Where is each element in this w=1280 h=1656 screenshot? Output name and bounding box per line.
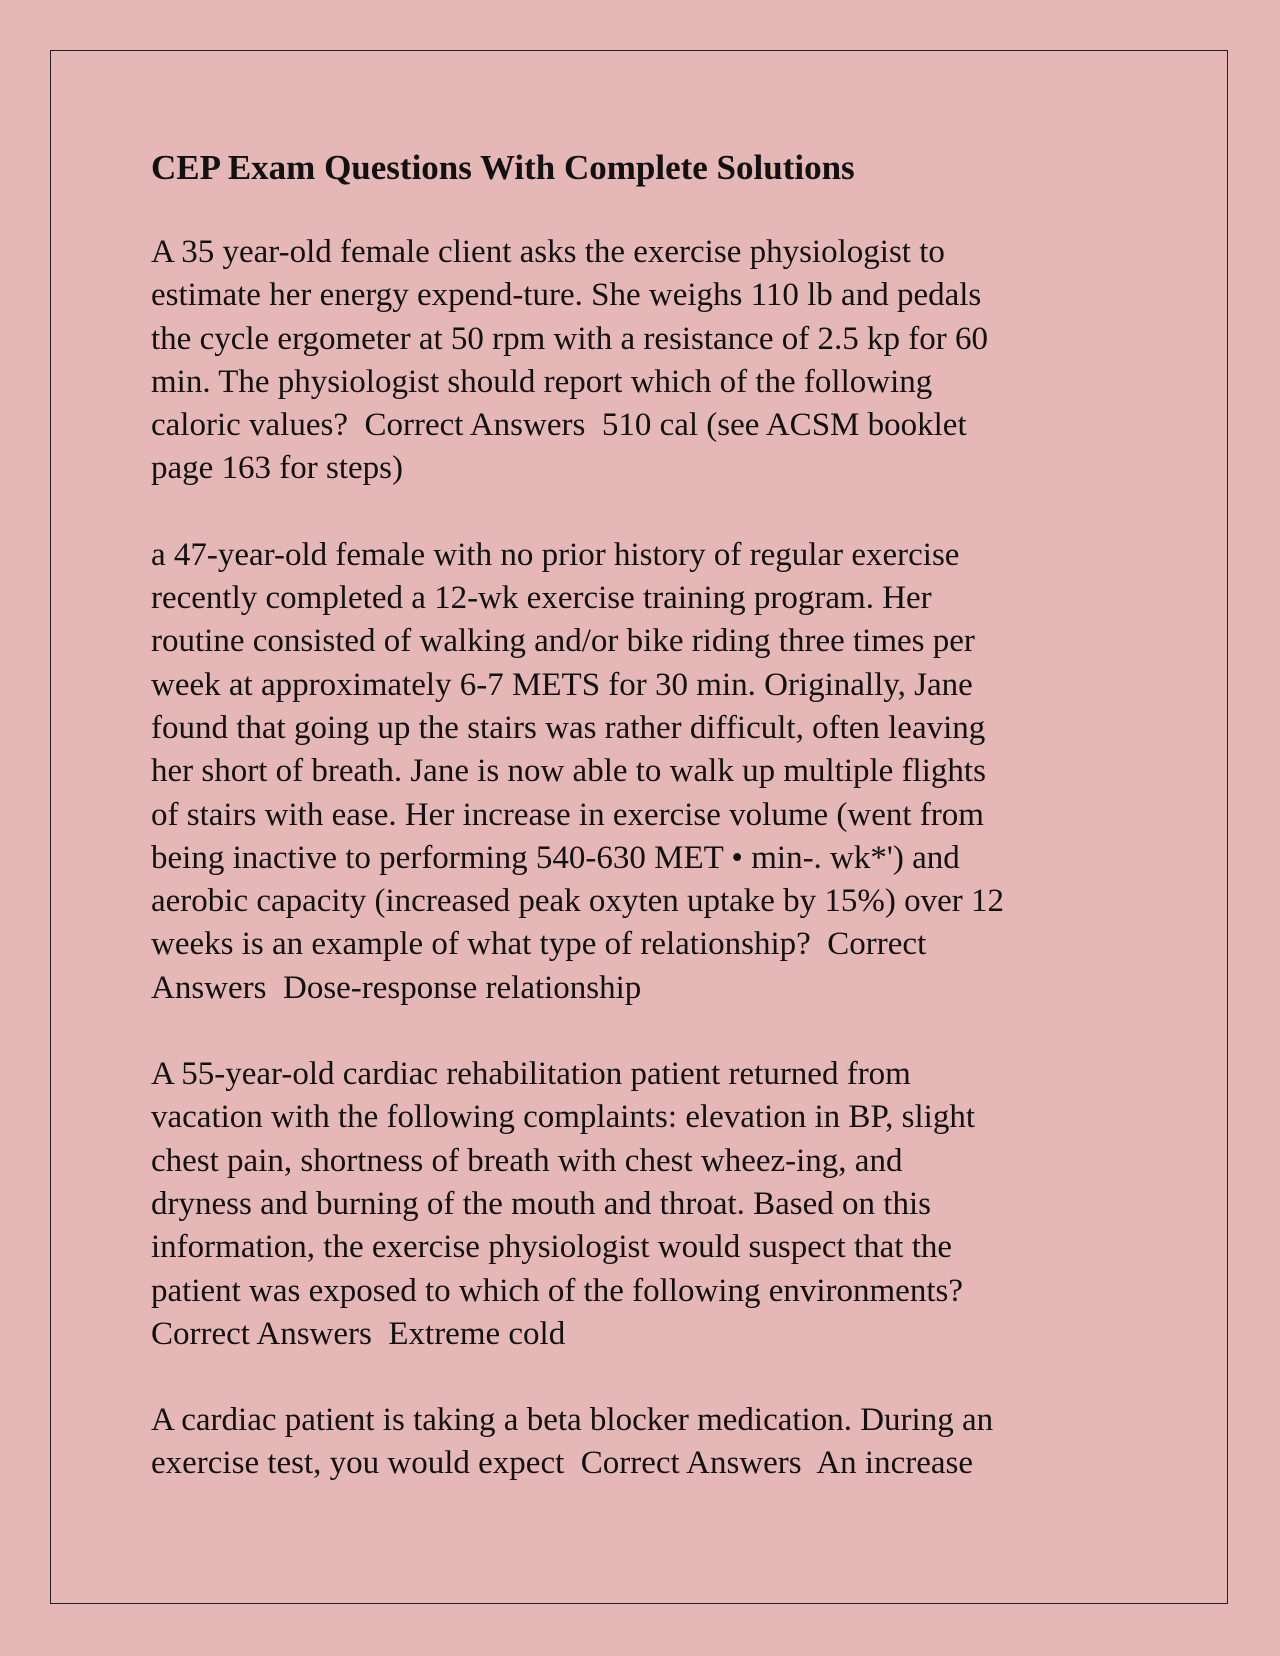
text-line: being inactive to performing 540-630 MET • min-. wk*') and bbox=[151, 839, 960, 876]
text-line: estimate her energy expend-ture. She weighs 110 lb and pedals bbox=[151, 277, 982, 314]
text-line: the cycle ergometer at 50 rpm with a resistance of 2.5 kp for 60 bbox=[151, 320, 988, 357]
text-line: exercise test, you would expect Correct Answers An increase bbox=[151, 1445, 973, 1482]
text-line: recently completed a 12-wk exercise training program. Her bbox=[151, 580, 932, 617]
question-paragraph-1 bbox=[151, 231, 1151, 491]
text-line: page 163 for steps) bbox=[151, 450, 404, 487]
text-line: chest pain, shortness of breath with chest wheez-ing, and bbox=[151, 1142, 903, 1179]
text-line: weeks is an example of what type of relationship? Correct bbox=[151, 926, 927, 963]
text-line: A 55-year-old cardiac rehabilitation patient returned from bbox=[151, 1056, 911, 1093]
text-line: min. The physiologist should report which of the following bbox=[151, 363, 933, 400]
text-line: routine consisted of walking and/or bike riding three times per bbox=[151, 623, 975, 660]
text-line: patient was exposed to which of the following environments? bbox=[151, 1272, 963, 1309]
text-line: a 47-year-old female with no prior history of regular exercise bbox=[151, 536, 960, 573]
document-title: CEP Exam Questions With Complete Solutions bbox=[151, 148, 855, 187]
text-line: her short of breath. Jane is now able to walk up multiple flights bbox=[151, 753, 986, 790]
text-line: A cardiac patient is taking a beta blocker medication. During an bbox=[151, 1402, 994, 1439]
text-line: found that going up the stairs was rather difficult, often leaving bbox=[151, 709, 986, 746]
text-line: of stairs with ease. Her increase in exercise volume (went from bbox=[151, 796, 984, 833]
question-paragraph-4 bbox=[151, 1399, 1151, 1486]
text-line: A 35 year-old female client asks the exercise physiologist to bbox=[151, 234, 945, 270]
text-line: vacation with the following complaints: elevation in BP, slight bbox=[151, 1099, 975, 1136]
document-body bbox=[151, 146, 1151, 1529]
text-line: Correct Answers Extreme cold bbox=[151, 1315, 566, 1352]
text-line: aerobic capacity (increased peak oxyten uptake by 15%) over 12 bbox=[151, 883, 1005, 920]
question-paragraph-2 bbox=[151, 534, 1151, 1010]
text-line: week at approximately 6-7 METS for 30 min. Originally, Jane bbox=[151, 666, 973, 703]
question-paragraph-3 bbox=[151, 1053, 1151, 1356]
text-line: caloric values? Correct Answers 510 cal (see ACSM booklet bbox=[151, 407, 967, 444]
text-line: Answers Dose-response relationship bbox=[151, 969, 642, 1006]
text-line: information, the exercise physiologist would suspect that the bbox=[151, 1229, 953, 1266]
text-line: dryness and burning of the mouth and throat. Based on this bbox=[151, 1185, 931, 1222]
